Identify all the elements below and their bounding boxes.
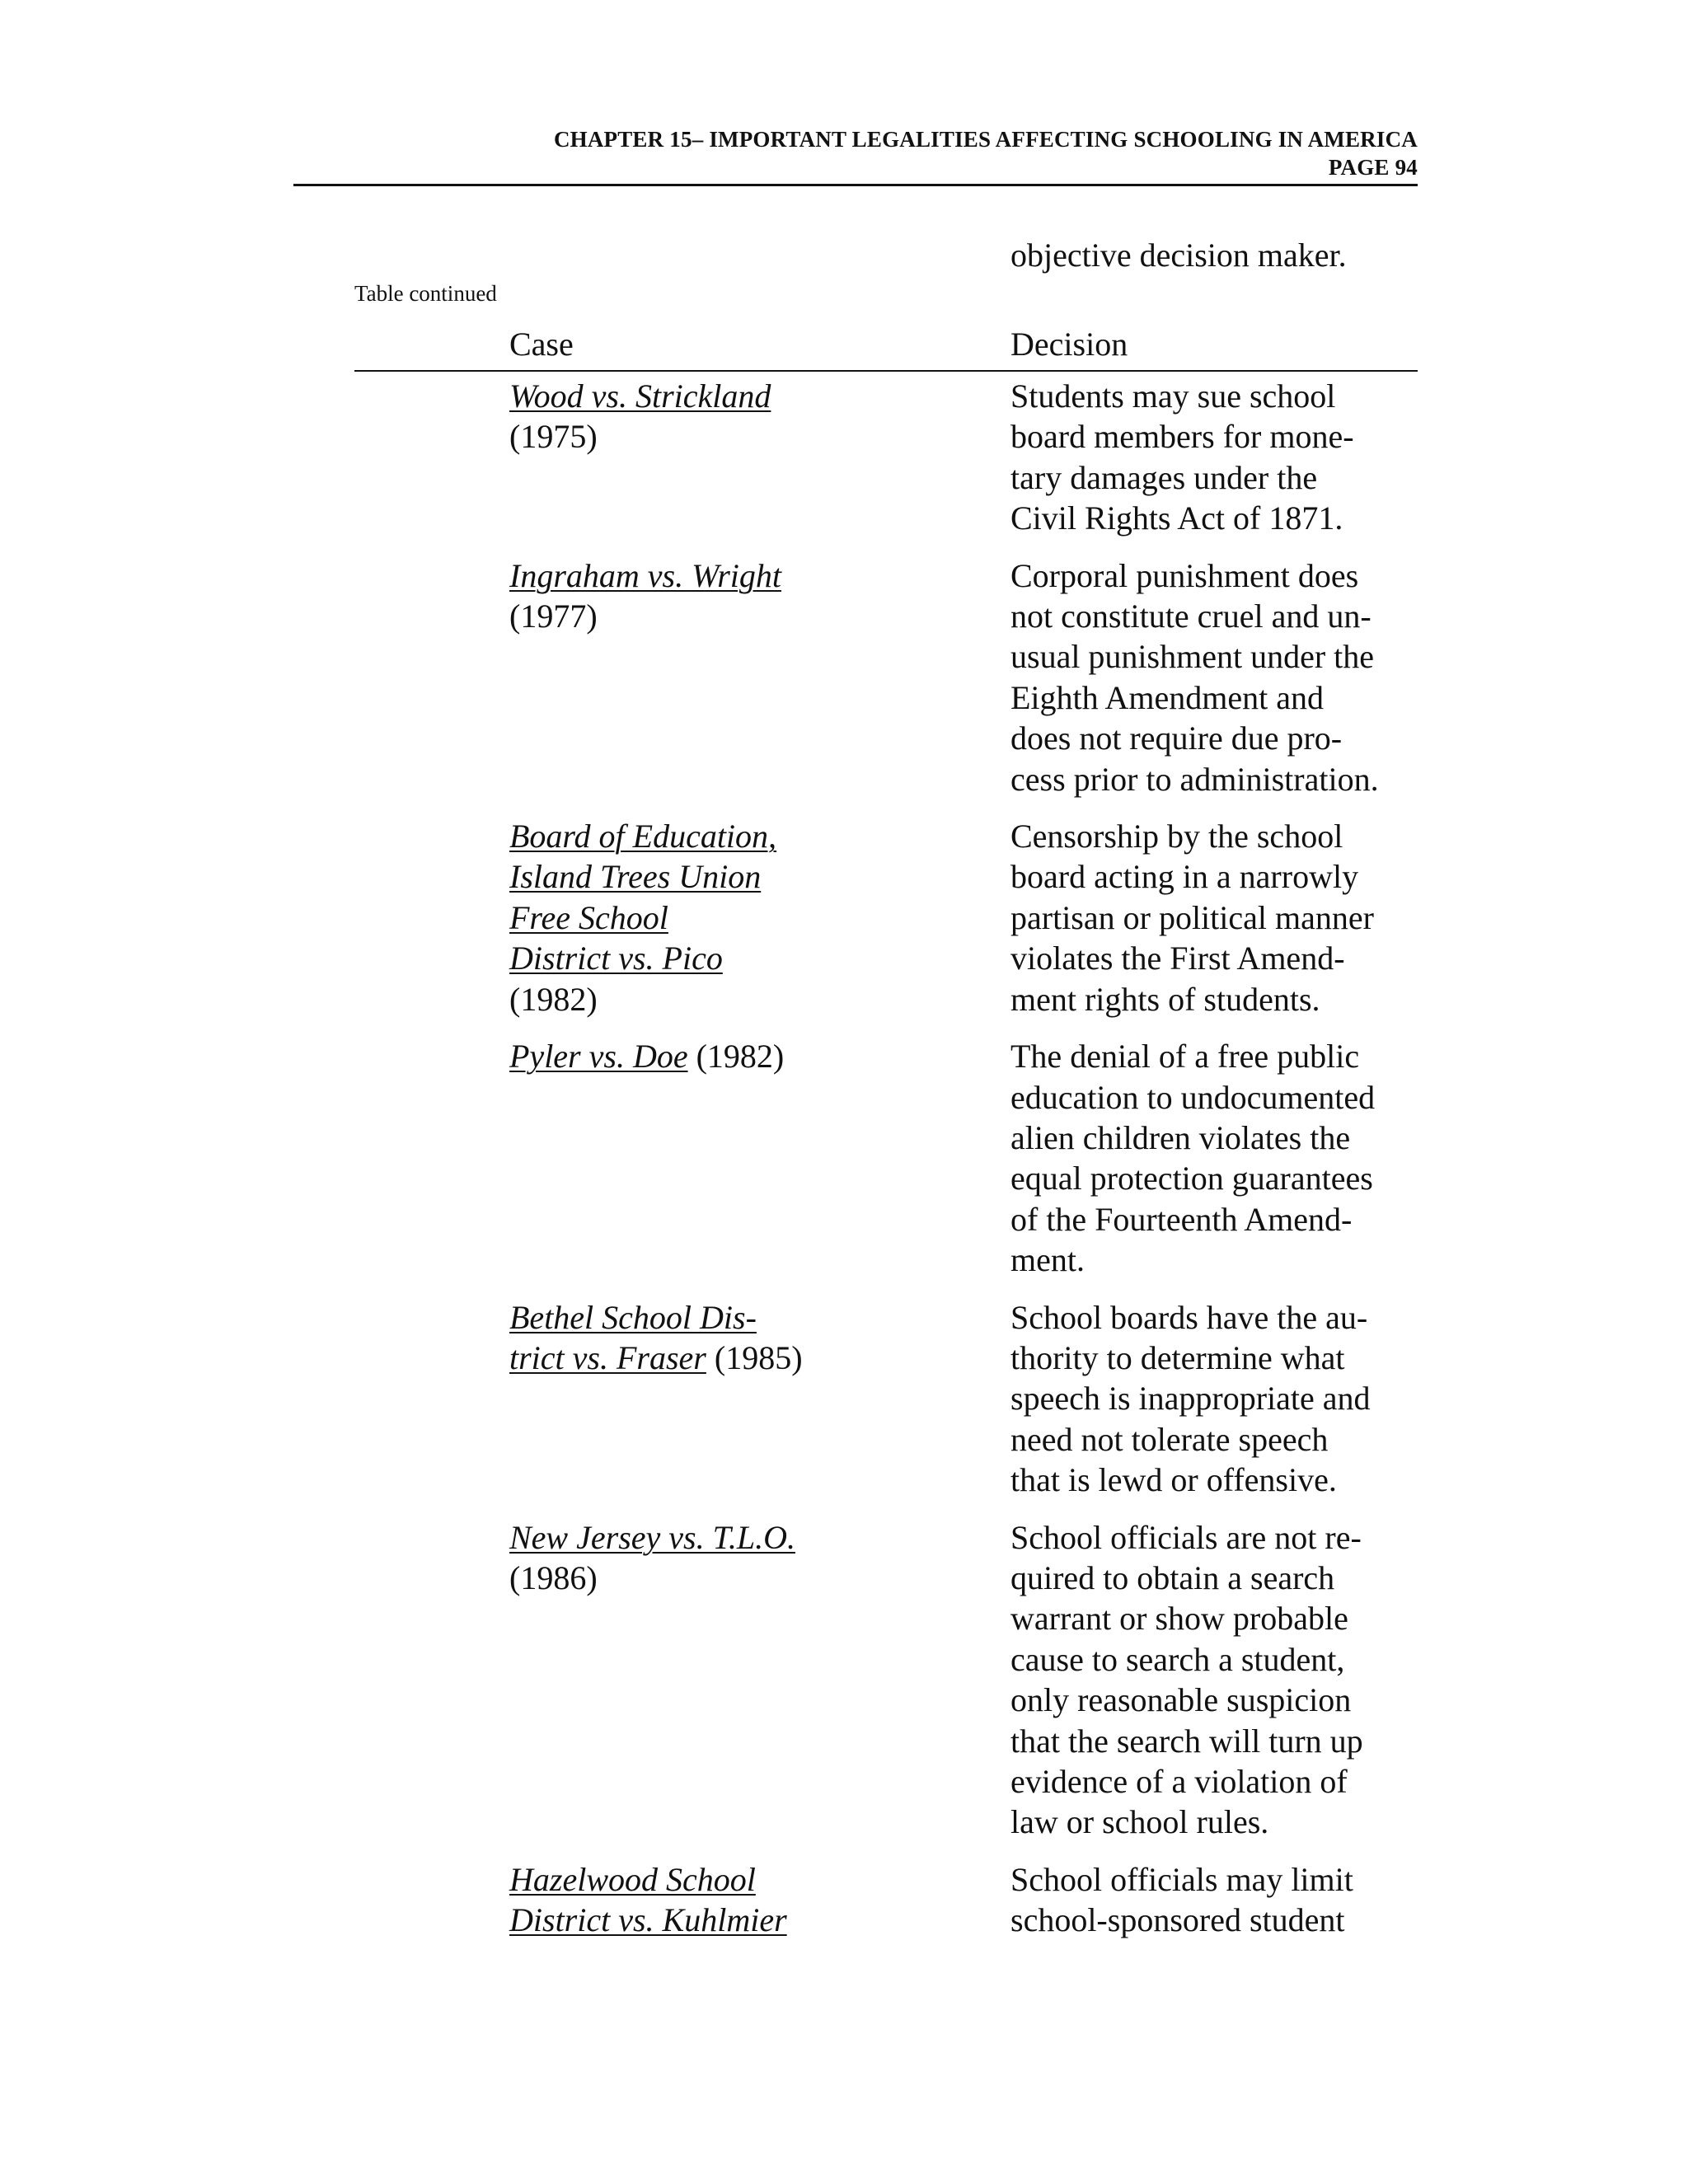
- case-year: (1982): [509, 980, 598, 1018]
- case-name: Ingraham vs. Wright: [509, 556, 781, 594]
- decision-line: violates the First Amend-: [1010, 940, 1345, 977]
- table-continued-note: Table continued: [354, 281, 497, 306]
- case-year: (1975): [509, 418, 598, 456]
- case-name: Pyler vs. Doe: [509, 1038, 688, 1076]
- table-row: [509, 816, 1424, 1019]
- case-line: [509, 1859, 1010, 1900]
- decision-line: alien children violates the: [1010, 1118, 1351, 1156]
- case-line: [509, 1297, 1010, 1338]
- decision-line: evidence of a violation of: [1010, 1763, 1348, 1800]
- decision-line: of the Fourteenth Amend-: [1010, 1200, 1353, 1238]
- page-header: [293, 125, 1418, 181]
- decision-cell: [1010, 376, 1423, 539]
- chapter-title: CHAPTER 15– IMPORTANT LEGALITIES AFFECTING SCHOOLING IN AMERICA: [553, 127, 1418, 152]
- case-line: [509, 1338, 1010, 1378]
- decision-cell: [1010, 816, 1423, 1019]
- case-cell: [509, 1859, 1010, 1941]
- decision-line: partisan or political manner: [1010, 898, 1374, 936]
- case-cell: [509, 555, 1010, 637]
- decision-line: Students may sue school: [1010, 377, 1336, 415]
- decision-line: school-sponsored student: [1010, 1901, 1345, 1939]
- table-row: [509, 555, 1424, 799]
- decision-line: cess prior to administration.: [1010, 760, 1379, 798]
- decision-cell: [1010, 1517, 1423, 1843]
- decision-line: law or school rules.: [1010, 1803, 1269, 1841]
- case-year: (1985): [706, 1338, 803, 1376]
- case-year: (1977): [509, 598, 598, 635]
- case-line: [509, 816, 1010, 856]
- decision-line: thority to determine what: [1010, 1338, 1345, 1376]
- decision-line: board acting in a narrowly: [1010, 858, 1359, 896]
- decision-cell: [1010, 1859, 1423, 1941]
- carry-over-text: objective decision maker.: [1010, 237, 1347, 274]
- case-name: Wood vs. Strickland: [509, 377, 771, 415]
- case-cell: [509, 1297, 1010, 1379]
- case-name: District vs. Pico: [509, 940, 723, 977]
- case-year: (1982): [687, 1038, 785, 1076]
- decision-line: speech is inappropriate and: [1010, 1380, 1371, 1418]
- decision-line: Civil Rights Act of 1871.: [1010, 499, 1343, 537]
- decision-line: warrant or show probable: [1010, 1600, 1348, 1638]
- decision-line: that is lewd or offensive.: [1010, 1461, 1337, 1499]
- table-header-rule: [354, 370, 1418, 372]
- page-number: PAGE 94: [1328, 155, 1418, 180]
- case-line: [509, 938, 1010, 978]
- table-row: [509, 1517, 1424, 1843]
- decision-line: School boards have the au-: [1010, 1298, 1368, 1336]
- table-row: [509, 1036, 1424, 1280]
- case-line: [509, 1036, 1010, 1076]
- case-line: [509, 555, 1010, 596]
- case-cell: [509, 376, 1010, 457]
- decision-line: The denial of a free public: [1010, 1038, 1360, 1076]
- decision-line: board members for mone-: [1010, 418, 1354, 456]
- case-line: [509, 1900, 1010, 1940]
- table-row: [509, 1297, 1424, 1501]
- decision-line: cause to search a student,: [1010, 1640, 1345, 1678]
- case-name: Bethel School Dis-: [509, 1298, 757, 1336]
- case-line: [509, 1558, 1010, 1598]
- case-cell: [509, 816, 1010, 1019]
- column-header-decision: Decision: [1010, 326, 1128, 363]
- case-line: [509, 979, 1010, 1019]
- case-name: District vs. Kuhlmier: [509, 1901, 787, 1939]
- decision-line: quired to obtain a search: [1010, 1558, 1335, 1596]
- decision-line: Corporal punishment does: [1010, 556, 1359, 594]
- header-rule: [293, 184, 1418, 186]
- case-cell: [509, 1517, 1010, 1599]
- decision-line: need not tolerate speech: [1010, 1420, 1329, 1458]
- decision-line: School officials are not re-: [1010, 1518, 1362, 1556]
- decision-line: tary damages under the: [1010, 458, 1318, 496]
- case-line: [509, 596, 1010, 636]
- decision-line: Censorship by the school: [1010, 818, 1343, 855]
- decision-line: education to undocumented: [1010, 1078, 1376, 1116]
- decision-cell: [1010, 1297, 1423, 1501]
- table-row: [509, 1859, 1424, 1941]
- table-row: [509, 376, 1424, 539]
- decision-line: not constitute cruel and un-: [1010, 598, 1372, 635]
- decision-line: only reasonable suspicion: [1010, 1681, 1352, 1719]
- case-line: [509, 898, 1010, 938]
- case-year: (1986): [509, 1558, 598, 1596]
- case-name: Hazelwood School: [509, 1860, 756, 1898]
- case-name: Island Trees Union: [509, 858, 762, 896]
- case-line: [509, 376, 1010, 416]
- decision-line: equal protection guarantees: [1010, 1160, 1373, 1197]
- decision-line: that the search will turn up: [1010, 1722, 1363, 1760]
- case-line: [509, 416, 1010, 457]
- case-name: trict vs. Fraser: [509, 1338, 706, 1376]
- decision-line: does not require due pro-: [1010, 719, 1343, 757]
- decision-line: Eighth Amendment and: [1010, 678, 1324, 716]
- decision-line: ment.: [1010, 1241, 1085, 1279]
- case-line: [509, 1517, 1010, 1558]
- column-header-case: Case: [509, 326, 574, 363]
- decision-cell: [1010, 555, 1423, 799]
- case-name: Board of Education,: [509, 818, 777, 855]
- decision-line: ment rights of students.: [1010, 980, 1320, 1018]
- decision-line: School officials may limit: [1010, 1860, 1353, 1898]
- case-cell: [509, 1036, 1010, 1076]
- case-name: Free School: [509, 898, 668, 936]
- case-line: [509, 856, 1010, 897]
- case-name: New Jersey vs. T.L.O.: [509, 1518, 795, 1556]
- decision-line: usual punishment under the: [1010, 638, 1375, 676]
- case-table: [509, 376, 1424, 1957]
- decision-cell: [1010, 1036, 1423, 1280]
